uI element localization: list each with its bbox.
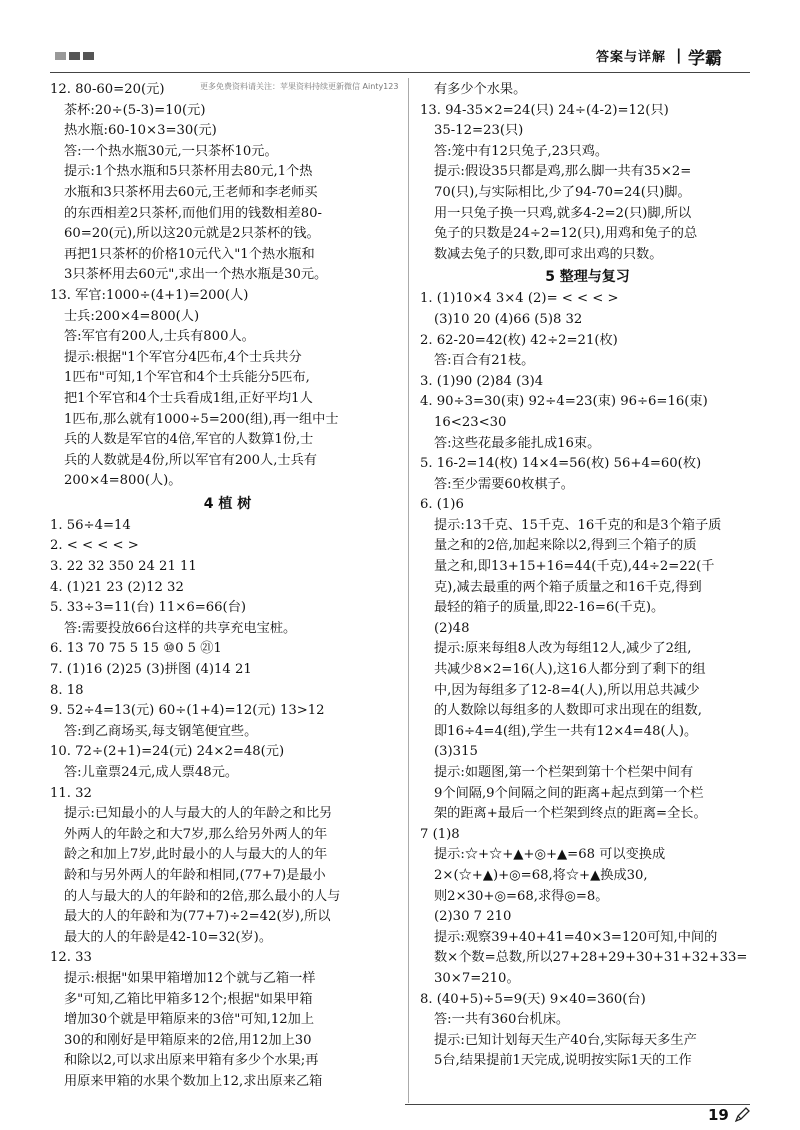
left-answer-line: 提示:根据"如果甲箱增加12个就与乙箱一样: [64, 970, 316, 986]
left-answer-line: 2. < < < < >: [50, 538, 139, 554]
right-answer-line: 提示:13千克、15千克、16千克的和是3个箱子质: [434, 517, 722, 533]
left-answer-line: 200×4=800(人)。: [64, 473, 182, 489]
right-answer-line: 最轻的箱子的质量,即22-16=6(千克)。: [434, 600, 665, 616]
left-answer-line: 7. (1)16 (2)25 (3)拼图 (4)14 21: [50, 662, 252, 678]
right-answer-line: 8. (40+5)÷5=9(天) 9×40=360(台): [420, 991, 646, 1007]
left-answer-line: 答:儿童票24元,成人票48元。: [64, 765, 239, 780]
right-answer-line: (3)315: [434, 744, 478, 760]
left-answer-line: 最大的人的年龄是42-10=32(岁)。: [64, 929, 273, 945]
left-answer-line: 答:到乙商场买,每支钢笔便宜些。: [64, 723, 258, 739]
right-answer-line: 6. (1)6: [420, 497, 464, 513]
right-answer-line: 35-12=23(只): [434, 123, 524, 139]
right-answer-line: 用一只兔子换一只鸡,就多4-2=2(只)脚,所以: [434, 205, 692, 221]
right-answer-line: 答:笼中有12只兔子,23只鸡。: [434, 143, 609, 159]
left-answer-line: 8. 18: [50, 682, 84, 698]
right-answer-line: 提示:观察39+40+41=40×3=120可知,中间的: [434, 929, 718, 945]
left-section-heading: 4 植 树: [203, 495, 252, 512]
header-decoration: [55, 52, 94, 60]
right-answer-line: 的人数除以每组多的人数即可求出现在的组数,: [434, 703, 702, 719]
right-answer-line: 共减少8×2=16(人),这16人都分到了剩下的组: [434, 662, 706, 678]
right-answer-line: 中,因为每组多了12-8=4(人),所以用总共减少: [434, 682, 700, 698]
right-answer-line: 1. (1)10×4 3×4 (2)= < < < >: [420, 291, 619, 307]
left-answer-line: 最大的人的年龄和为(77+7)÷2=42(岁),所以: [64, 909, 331, 925]
left-answer-line: 9. 52÷4=13(元) 60÷(1+4)=12(元) 13>12: [50, 703, 325, 719]
left-answer-line: 的东西相差2只茶杯,而他们用的钱数相差80-: [64, 205, 323, 221]
right-answer-line: 提示:如题图,第一个栏架到第十个栏架中间有: [434, 765, 694, 780]
right-answer-line: 30×7=210。: [434, 970, 520, 986]
left-answer-line: 把1个军官和4个士兵看成1组,正好平均1人: [64, 390, 313, 406]
watermark-text: 更多免费资料请关注：苹果资料持续更新微信 Ainty123: [200, 82, 399, 91]
left-answer-line: 12. 80-60=20(元): [50, 82, 165, 97]
right-answer-line: (3)10 20 (4)66 (5)8 32: [434, 311, 583, 327]
right-answer-line: 数减去兔子的只数,即可求出鸡的只数。: [434, 246, 663, 262]
left-column: [50, 80, 405, 1093]
right-answer-line: 量之和的2倍,加起来除以2,得到三个箱子的质: [434, 538, 697, 554]
left-answer-line: 10. 72÷(2+1)=24(元) 24×2=48(元): [50, 744, 285, 760]
left-answer-line: 1. 56÷4=14: [50, 517, 131, 533]
left-answer-line: 增加30个就是甲箱原来的3倍"可知,12加上: [64, 1012, 315, 1028]
right-section-heading: 5 整理与复习: [545, 269, 630, 286]
page-number: 19: [708, 1106, 729, 1124]
left-answer-line: 4. (1)21 23 (2)12 32: [50, 579, 184, 595]
right-answer-line: 答:一共有360台机床。: [434, 1012, 570, 1028]
left-answer-line: 提示:已知最小的人与最大的人的年龄之和比另: [64, 806, 333, 822]
right-answer-line: (2)30 7 210: [434, 909, 512, 925]
left-answer-line: 6. 13 70 75 5 15 ⑩0 5 ㉑1: [50, 641, 222, 657]
right-answer-line: 2×(☆+▲)+◎=68,将☆+▲换成30,: [434, 867, 648, 883]
left-answer-line: 龄之和加上7岁,此时最小的人与最大的人的年: [64, 847, 328, 863]
left-answer-line: 答:军官有200人,士兵有800人。: [64, 329, 255, 345]
right-answer-line: 16<23<30: [434, 414, 507, 430]
right-answer-line: (2)48: [434, 620, 470, 636]
left-answer-line: 水瓶和3只茶杯用去60元,王老师和李老师买: [64, 184, 318, 200]
right-answer-line: 7 (1)8: [420, 826, 460, 842]
right-answer-line: 70(只),与实际相比,少了94-70=24(只)脚。: [434, 184, 691, 200]
right-answer-line: 13. 94-35×2=24(只) 24÷(4-2)=12(只): [420, 102, 669, 118]
right-answer-line: 克),减去最重的两个箱子质量之和16千克,得到: [434, 579, 702, 595]
left-answer-line: 答:需要投放66台这样的共享充电宝桩。: [64, 620, 297, 636]
right-answer-line: 则2×30+◎=68,求得◎=8。: [434, 888, 609, 904]
right-answer-line: 量之和,即13+15+16=44(千克),44÷2=22(千: [434, 559, 715, 575]
left-answer-line: 60=20(元),所以这20元就是2只茶杯的钱。: [64, 226, 320, 242]
right-answer-line: 即16÷4=4(组),学生一共有12×4=48(人)。: [434, 723, 698, 739]
left-answer-line: 提示:1个热水瓶和5只茶杯用去80元,1个热: [64, 164, 313, 180]
left-answer-line: 3. 22 32 350 24 21 11: [50, 559, 197, 575]
left-answer-line: 再把1只茶杯的价格10元代入"1个热水瓶和: [64, 246, 315, 262]
right-answer-line: 架的距离+最后一个栏架到终点的距离=全长。: [434, 806, 707, 822]
right-answer-line: 提示:原来每组8人改为每组12人,减少了2组,: [434, 641, 692, 657]
left-answer-line: 士兵:200×4=800(人): [64, 308, 200, 324]
left-answer-line: 和除以2,可以求出原来甲箱有多少个水果;再: [64, 1053, 319, 1069]
right-answer-line: 4. 90÷3=30(束) 92÷4=23(束) 96÷6=16(束): [420, 394, 708, 410]
left-answer-line: 多"可知,乙箱比甲箱多12个;根据"如果甲箱: [64, 991, 313, 1007]
right-answer-line: 2. 62-20=42(枚) 42÷2=21(枚): [420, 332, 618, 348]
left-answer-line: 用原来甲箱的水果个数加上12,求出原来乙箱: [64, 1073, 323, 1089]
left-answer-line: 答:一个热水瓶30元,一只茶杯10元。: [64, 143, 278, 159]
header-separator: |: [676, 46, 682, 64]
brand-logo: 学霸: [688, 49, 722, 69]
right-answer-line: 有多少个水果。: [434, 82, 527, 97]
column-divider: [408, 78, 409, 1103]
right-answer-line: 提示:假设35只都是鸡,那么脚一共有35×2=: [434, 164, 692, 180]
right-answer-line: 兔子的只数是24÷2=12(只),用鸡和兔子的总: [434, 226, 698, 242]
left-answer-line: 12. 33: [50, 950, 92, 966]
page-header: [0, 0, 800, 72]
right-answer-line: 答:这些花最多能扎成16束。: [434, 435, 601, 451]
header-rule: [50, 72, 750, 73]
left-answer-line: 兵的人数就是4份,所以军官有200人,士兵有: [64, 452, 317, 468]
left-answer-line: 外两人的年龄之和大7岁,那么给另外两人的年: [64, 826, 328, 842]
left-answer-line: 30的和刚好是甲箱原来的2倍,用12加上30: [64, 1032, 312, 1048]
right-answer-line: 提示:☆+☆+▲+◎+▲=68 可以变换成: [434, 847, 666, 863]
left-answer-line: 3只茶杯用去60元",求出一个热水瓶是30元。: [64, 267, 328, 283]
left-answer-line: 5. 33÷3=11(台) 11×6=66(台): [50, 600, 247, 616]
right-answer-line: 5台,结果提前1天完成,说明按实际1天的工作: [434, 1053, 692, 1069]
pencil-icon: [734, 1107, 750, 1123]
right-answer-line: 提示:已知计划每天生产40台,实际每天多生产: [434, 1032, 697, 1048]
left-answer-line: 提示:根据"1个军官分4匹布,4个士兵共分: [64, 349, 302, 365]
right-column: [420, 80, 755, 1072]
right-answer-line: 数×个数=总数,所以27+28+29+30+31+32+33=: [434, 950, 748, 966]
left-answer-line: 的人与最大的人的年龄和的2倍,那么最小的人与: [64, 888, 341, 904]
left-answer-line: 11. 32: [50, 785, 92, 801]
header-title: 答案与详解: [596, 50, 667, 65]
left-answer-line: 1匹布,那么就有1000÷5=200(组),再一组中士: [64, 411, 339, 427]
left-answer-line: 13. 军官:1000÷(4+1)=200(人): [50, 287, 249, 303]
left-answer-line: 兵的人数是军官的4倍,军官的人数算1份,士: [64, 432, 314, 448]
left-answer-line: 龄和与另外两人的年龄和相同,(77+7)是最小: [64, 867, 326, 883]
right-answer-line: 9个间隔,9个间隔之间的距离+起点到第一个栏: [434, 785, 704, 801]
left-answer-line: 热水瓶:60-10×3=30(元): [64, 123, 217, 139]
footer-rule: [405, 1104, 750, 1105]
right-answer-line: 答:百合有21枝。: [434, 353, 535, 369]
right-answer-line: 答:至少需要60枚棋子。: [434, 476, 574, 492]
left-answer-line: 1匹布"可知,1个军官和4个士兵能分5匹布,: [64, 370, 310, 386]
right-answer-line: 3. (1)90 (2)84 (3)4: [420, 373, 544, 389]
left-answer-line: 茶杯:20÷(5-3)=10(元): [64, 102, 206, 118]
right-answer-line: 5. 16-2=14(枚) 14×4=56(枚) 56+4=60(枚): [420, 456, 702, 472]
